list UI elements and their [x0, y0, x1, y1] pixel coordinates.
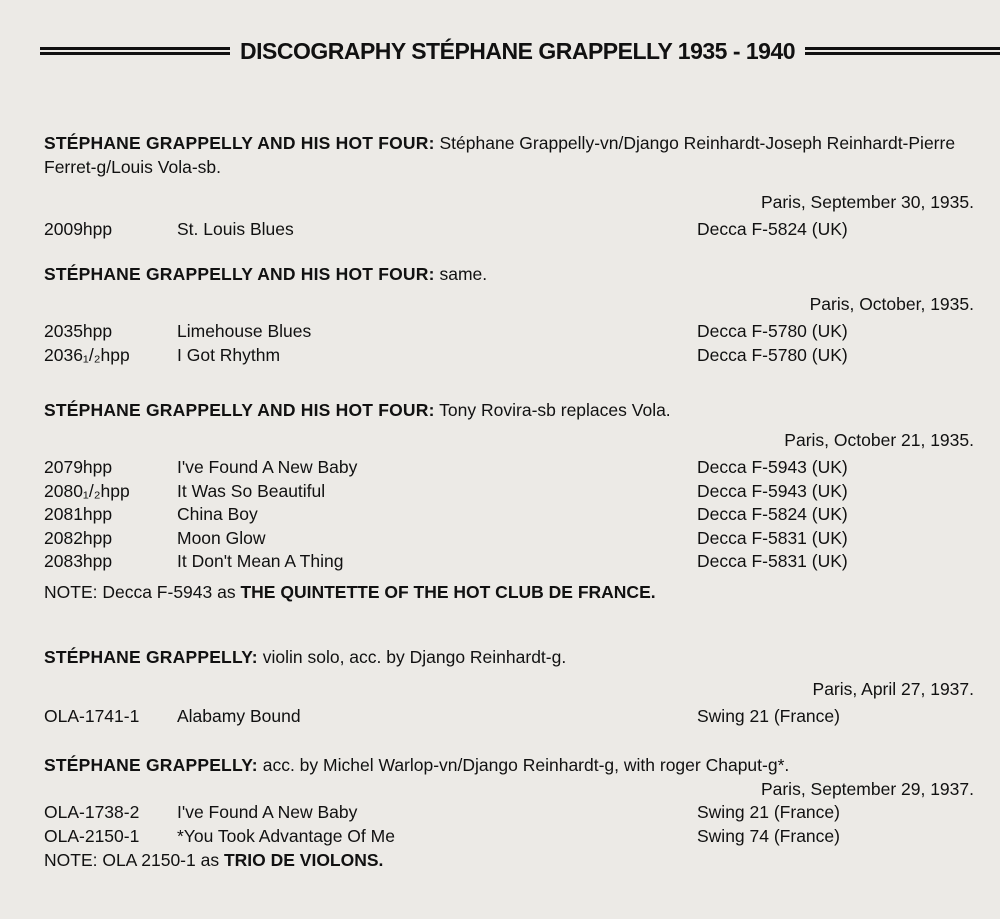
title-rule-left — [40, 47, 230, 55]
record-label: Decca F-5831 (UK) — [697, 527, 848, 548]
track-list — [44, 218, 974, 242]
matrix-number: 2009hpp — [44, 219, 113, 239]
record-label: Decca F-5824 (UK) — [697, 219, 848, 239]
band-name: STÉPHANE GRAPPELLY: — [44, 647, 258, 667]
record-label: Swing 21 (France) — [697, 706, 840, 726]
page-title: DISCOGRAPHY STÉPHANE GRAPPELLY 1935 - 1940 — [240, 37, 796, 64]
band-name: STÉPHANE GRAPPELLY AND HIS HOT FOUR: — [44, 133, 435, 153]
track-title: It Was So Beautiful — [177, 480, 326, 501]
session-place-date: Paris, April 27, 1937. — [812, 679, 974, 699]
track-row — [44, 825, 974, 849]
track-list — [44, 801, 974, 848]
matrix-number: 2083hpp — [44, 551, 113, 571]
track-row — [44, 456, 974, 480]
band-name: STÉPHANE GRAPPELLY AND HIS HOT FOUR: — [44, 400, 435, 420]
band-name: STÉPHANE GRAPPELLY AND HIS HOT FOUR: — [44, 264, 435, 284]
matrix-number: 2080₁/₂hpp — [44, 480, 130, 501]
personnel: Stéphane Grappelly-vn/Django Reinhardt-Joseph Reinhardt-Pierre Ferret-g/Louis Vola-sb. — [44, 133, 956, 177]
session-4 — [44, 645, 974, 729]
record-label: Decca F-5780 (UK) — [697, 321, 848, 341]
session-1 — [44, 131, 974, 242]
record-label: Decca F-5943 (UK) — [697, 457, 848, 477]
track-title: I've Found A New Baby — [177, 802, 358, 822]
band-name: STÉPHANE GRAPPELLY: — [44, 755, 258, 775]
record-label: Decca F-5943 (UK) — [697, 480, 848, 501]
record-label: Decca F-5831 (UK) — [697, 551, 848, 571]
matrix-number: 2082hpp — [44, 527, 113, 548]
title-row — [40, 36, 1000, 66]
matrix-number: OLA-1738-2 — [44, 802, 140, 822]
track-row — [44, 503, 974, 527]
session-heading — [44, 131, 974, 179]
track-title: Alabamy Bound — [177, 706, 301, 726]
session-3 — [44, 398, 974, 604]
personnel: same. — [439, 264, 488, 284]
record-label: Decca F-5824 (UK) — [697, 504, 848, 524]
session-heading — [44, 645, 974, 669]
track-title: I've Found A New Baby — [177, 457, 358, 477]
matrix-number: 2035hpp — [44, 321, 113, 341]
track-title: *You Took Advantage Of Me — [177, 825, 395, 846]
session-2 — [44, 262, 974, 367]
track-row — [44, 550, 974, 574]
track-list — [44, 456, 974, 574]
title-rule-right — [805, 47, 1000, 55]
track-row — [44, 801, 974, 825]
track-title: I Got Rhythm — [177, 344, 281, 365]
session-note — [44, 848, 974, 872]
record-label: Swing 74 (France) — [697, 825, 840, 846]
track-title: Moon Glow — [177, 527, 266, 548]
session-5 — [44, 753, 974, 872]
matrix-number: OLA-1741-1 — [44, 706, 140, 726]
session-place-date: Paris, October, 1935. — [809, 294, 974, 314]
track-title: St. Louis Blues — [177, 219, 294, 239]
session-place-date: Paris, September 29, 1937. — [760, 779, 974, 799]
session-place-date: Paris, October 21, 1935. — [784, 430, 974, 450]
track-row — [44, 705, 974, 729]
note-bold-text: THE QUINTETTE OF THE HOT CLUB DE FRANCE. — [240, 581, 656, 602]
personnel: violin solo, acc. by Django Reinhardt-g. — [262, 647, 567, 667]
matrix-number: 2036₁/₂hpp — [44, 344, 130, 365]
note-bold-text: TRIO DE VIOLONS. — [223, 850, 384, 870]
track-row — [44, 344, 974, 368]
matrix-number: 2079hpp — [44, 457, 113, 477]
track-title: Limehouse Blues — [177, 321, 312, 341]
track-list — [44, 320, 974, 367]
session-heading — [44, 262, 974, 286]
track-row — [44, 320, 974, 344]
session-heading — [44, 398, 974, 422]
track-row — [44, 527, 974, 551]
note-text: NOTE: Decca F-5943 as — [44, 581, 241, 602]
record-label: Decca F-5780 (UK) — [697, 344, 848, 365]
track-row — [44, 218, 974, 242]
note-text: NOTE: OLA 2150-1 as — [44, 850, 224, 870]
matrix-number: 2081hpp — [44, 504, 113, 524]
track-title: It Don't Mean A Thing — [177, 551, 344, 571]
personnel: acc. by Michel Warlop-vn/Django Reinhardt-g, with roger Chaput-g*. — [262, 755, 790, 775]
track-list — [44, 705, 974, 729]
track-title: China Boy — [177, 504, 258, 524]
personnel: Tony Rovira-sb replaces Vola. — [439, 400, 671, 420]
track-row — [44, 480, 974, 504]
session-heading — [44, 753, 974, 777]
matrix-number: OLA-2150-1 — [44, 825, 140, 846]
session-note — [44, 580, 974, 604]
record-label: Swing 21 (France) — [697, 802, 840, 822]
session-place-date: Paris, September 30, 1935. — [760, 192, 974, 212]
